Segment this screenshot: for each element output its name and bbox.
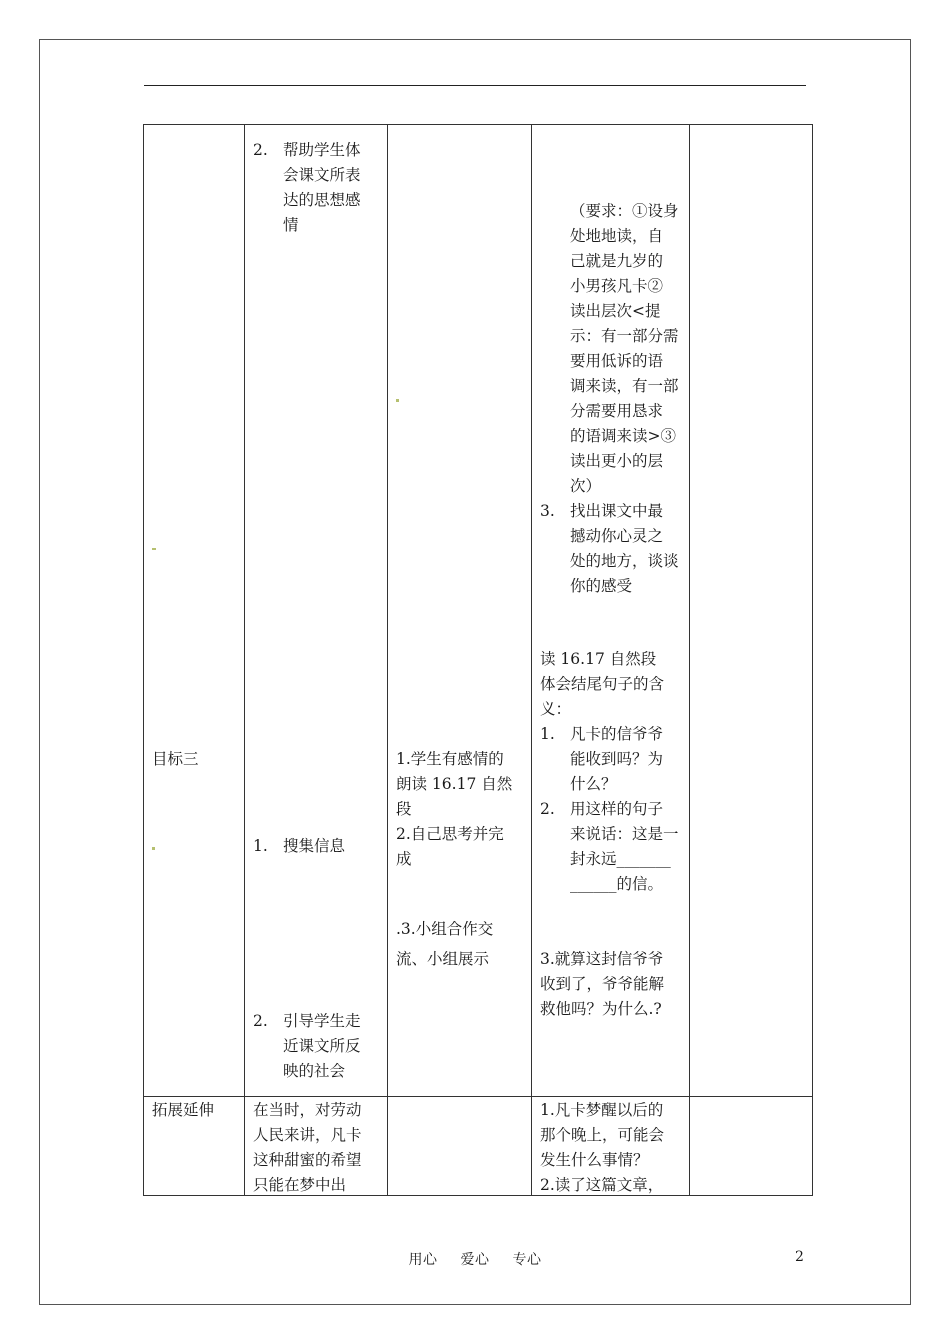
col4-requirement-line: 次）	[570, 477, 602, 495]
list-number: 1.	[540, 725, 555, 743]
table-col-line-2	[387, 124, 388, 1196]
col4-requirement-line: 示：有一部分需	[570, 327, 679, 345]
col4-requirement-line: 要用低诉的语	[570, 352, 664, 370]
col4-requirement-line: （要求：①设身	[570, 202, 679, 220]
col4-question1-line: 能收到吗？为	[570, 750, 664, 768]
table-col-line-5	[812, 124, 813, 1196]
col4-question1-line: 什么？	[570, 775, 617, 793]
col4-question2-line: ______的信。	[570, 875, 664, 893]
col4-requirement-line: 读出更小的层	[570, 452, 664, 470]
list-number: 2.	[253, 141, 268, 159]
col4-question1-line: 凡卡的信爷爷	[570, 725, 664, 743]
list-number: 3.	[540, 502, 555, 520]
col3-activity-line: 成	[396, 850, 412, 868]
col2-item1-text: 搜集信息	[283, 837, 346, 855]
col4-question2-line: 封永远_______	[570, 850, 671, 868]
col4-requirement-line: 小男孩凡卡②	[570, 277, 664, 295]
extension-col4-line: 1.凡卡梦醒以后的	[540, 1101, 664, 1119]
col4-question3-line: 救他吗？为什么.?	[540, 1000, 662, 1018]
extension-label: 拓展延伸	[152, 1101, 215, 1119]
col4-requirement-line: 处地地读，自	[570, 227, 664, 245]
header-rule	[144, 85, 806, 86]
col4-question2-line: 用这样的句子	[570, 800, 664, 818]
extension-col2-line: 人民来讲，凡卡	[253, 1126, 362, 1144]
list-number: 2.	[540, 800, 555, 818]
col4-intro-line: 读 16.17 自然段	[540, 650, 657, 668]
table-col-line-0	[143, 124, 144, 1196]
col4-intro-line: 义：	[540, 700, 572, 718]
table-col-line-1	[244, 124, 245, 1196]
col4-item3-line: 你的感受	[570, 577, 633, 595]
list-number: 2.	[253, 1012, 268, 1030]
col2-top-line: 帮助学生体	[283, 141, 361, 159]
col4-intro-line: 体会结尾句子的含	[540, 675, 665, 693]
col4-item3-line: 找出课文中最	[570, 502, 664, 520]
col3-activity-line: 朗读 16.17 自然	[396, 775, 513, 793]
table-col-line-4	[689, 124, 690, 1196]
extension-col4-line: 发生什么事情？	[540, 1151, 649, 1169]
table-col-line-3	[531, 124, 532, 1196]
col3-activity-line: 2.自己思考并完	[396, 825, 504, 843]
col4-requirement-line: 读出层次<提	[570, 302, 661, 320]
col2-top-line: 会课文所表	[283, 166, 361, 184]
col2-item2-line: 引导学生走	[283, 1012, 361, 1030]
extension-col4-line: 2.读了这篇文章，	[540, 1176, 664, 1194]
faint-mark	[396, 399, 399, 402]
col4-requirement-line: 调来读，有一部	[570, 377, 679, 395]
col4-requirement-line: 分需要用恳求	[570, 402, 664, 420]
col2-top-line: 情	[283, 216, 299, 234]
faint-mark	[152, 548, 156, 550]
list-number: 1.	[253, 837, 268, 855]
col2-item2-line: 映的社会	[283, 1062, 346, 1080]
col4-item3-line: 处的地方，谈谈	[570, 552, 679, 570]
col3-activity-line: .3.小组合作交	[396, 920, 494, 938]
col3-activity-line: 流、小组展示	[396, 950, 490, 968]
col4-question2-line: 来说话：这是一	[570, 825, 679, 843]
page-number: 2	[795, 1249, 804, 1265]
col3-activity-line: 1.学生有感情的	[396, 750, 504, 768]
footer-motto: 用心 爱心 专心	[408, 1252, 542, 1268]
col4-question3-line: 收到了，爷爷能解	[540, 975, 665, 993]
col2-item2-line: 近课文所反	[283, 1037, 361, 1055]
col2-top-line: 达的思想感	[283, 191, 361, 209]
lesson-table	[143, 124, 813, 1196]
extension-col2-line: 这种甜蜜的希望	[253, 1151, 362, 1169]
col4-requirement-line: 己就是九岁的	[570, 252, 664, 270]
extension-col4-line: 那个晚上，可能会	[540, 1126, 665, 1144]
extension-col2-line: 在当时，对劳动	[253, 1101, 362, 1119]
goal3-label: 目标三	[152, 750, 199, 768]
extension-col2-line: 只能在梦中出	[253, 1176, 347, 1194]
faint-mark	[152, 847, 155, 850]
col4-question3-line: 3.就算这封信爷爷	[540, 950, 664, 968]
col3-activity-line: 段	[396, 800, 412, 818]
col4-item3-line: 撼动你心灵之	[570, 527, 664, 545]
col4-requirement-line: 的语调来读>③	[570, 427, 676, 445]
